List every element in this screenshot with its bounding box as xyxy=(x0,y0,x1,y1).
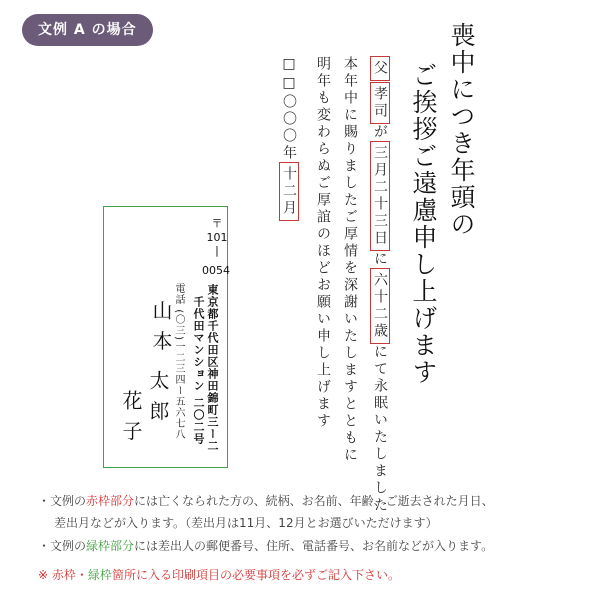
age-field: 六十二歳 xyxy=(370,268,390,344)
postal-code xyxy=(202,215,232,257)
note-line-3 xyxy=(38,566,400,583)
send-month-field: 十二月 xyxy=(279,162,299,221)
body-text: に xyxy=(372,251,388,268)
body-relation xyxy=(370,56,390,81)
note-mark: ※ xyxy=(38,568,49,582)
note-text: には亡くなられた方の、続柄、お名前、年齢、ご逝去された月日、 xyxy=(134,494,494,508)
body-text: にて永眠いたしました xyxy=(372,344,388,514)
note-line-1b: 差出月などが入ります。（差出月は11月、12月とお選びいただけます） xyxy=(54,516,438,530)
postal-code-2: 0054 xyxy=(202,264,230,277)
address-line-2: 千代田マンション 二〇二号 xyxy=(192,296,205,445)
send-year: □□〇〇〇年 xyxy=(281,56,297,162)
phone-label: 電話 xyxy=(173,283,184,305)
sender-spouse-name: 花 子 xyxy=(119,390,143,443)
address-line-1: 東京都千代田区神田錦町三ー二 xyxy=(206,284,219,452)
note-green-word: 緑枠 xyxy=(87,568,112,582)
title-line-1: 喪中につき年頭の xyxy=(447,22,476,238)
note-line-2 xyxy=(38,537,493,554)
phone-number: (〇三)一二三四ー五六七八 xyxy=(173,309,184,440)
sender-family-name: 山 本 xyxy=(149,300,173,353)
postal-mark: 〒 xyxy=(211,217,223,230)
postal-code-1: 101 xyxy=(206,231,228,244)
body-text: が xyxy=(372,124,388,141)
example-badge: 文例 A の場合 xyxy=(22,14,153,46)
note-text: 文例の xyxy=(50,494,87,508)
note-bullet: ・ xyxy=(38,539,51,553)
note-text: 箇所に入る印刷項目の必要事項を必ずご記入下さい。 xyxy=(111,568,400,582)
send-date xyxy=(279,56,299,221)
sender-given-name: 太 郎 xyxy=(146,370,170,423)
note-text: には差出人の郵便番号、住所、電話番号、お名前などが入ります。 xyxy=(134,539,494,553)
note-line-1 xyxy=(38,492,494,509)
note-green-text: 緑枠部分 xyxy=(86,539,135,553)
relation-field: 父 xyxy=(370,56,390,81)
title-line-2: ご挨拶ご遠慮申し上げます xyxy=(409,62,438,386)
note-bullet: ・ xyxy=(38,494,51,508)
body-line-3: 本年中に賜りましたご厚情を深謝いたしますとともに xyxy=(342,56,358,464)
note-red-word: 赤枠 xyxy=(51,568,76,582)
note-red-text: 赤枠部分 xyxy=(86,494,135,508)
note-sep: ・ xyxy=(75,568,88,582)
body-line-4: 明年も変わらぬご厚誼のほどお願い申し上げます xyxy=(315,56,331,430)
postal-dash: | xyxy=(215,244,219,257)
deceased-name-field: 孝司 xyxy=(370,82,390,124)
note-text: 文例の xyxy=(50,539,87,553)
death-date-field: 三月二十三日 xyxy=(370,141,390,251)
body-line-2 xyxy=(370,82,390,514)
